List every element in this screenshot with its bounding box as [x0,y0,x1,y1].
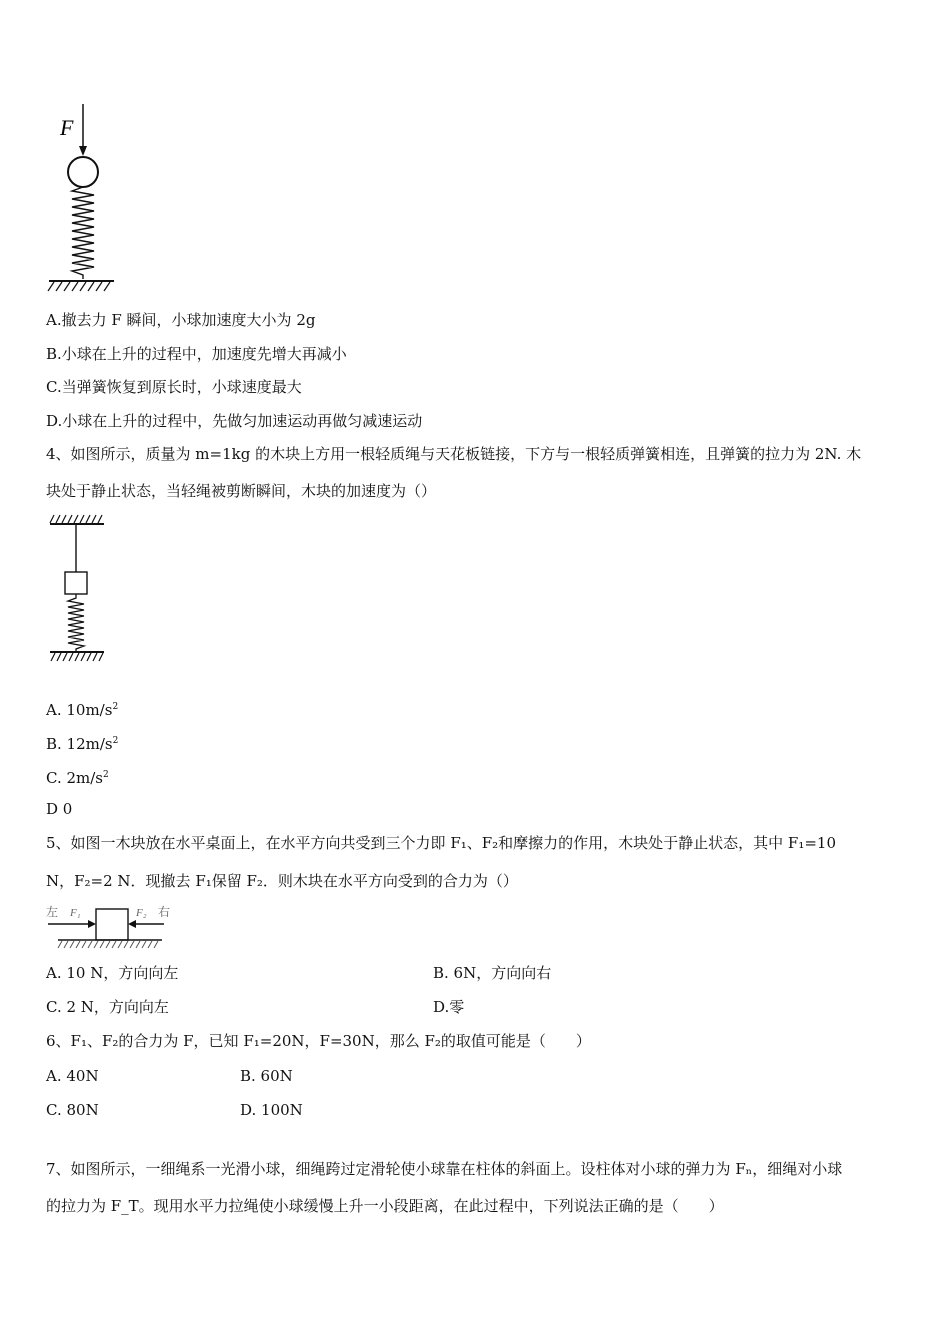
q4-option-c-exponent: 2 [103,770,109,780]
q5-option-a: A. 10 N，方向向左 [46,964,179,982]
q5-stem-line2: N，F₂=2 N．现撤去 F₁保留 F₂．则木块在水平方向受到的合力为（） [46,872,518,890]
left-label: 左 [46,905,59,919]
q4-option-b-text: B. 12m/s [46,735,113,753]
q6-option-c: C. 80N [46,1101,99,1119]
q3-option-b: B.小球在上升的过程中，加速度先增大再减小 [46,345,347,363]
f2-label: F₂ [136,907,147,919]
q5-stem-line1: 5、如图一木块放在水平桌面上，在水平方向共受到三个力即 F₁、F₂和摩擦力的作用，木块处于静止状态，其中 F₁=10 [46,834,837,852]
q4-stem-line1: 4、如图所示，质量为 m=1kg 的木块上方用一根轻质绳与天花板链接，下方与一根轻质弹簧相连，且弹簧的拉力为 2N. 木 [46,445,862,463]
force-label: F [60,115,74,140]
q4-option-a-exponent: 2 [112,702,119,712]
q4-option-d [46,799,72,819]
block-forces-figure [44,900,176,956]
q4-option-b [46,731,118,754]
ball-spring-figure [44,100,124,295]
q3-option-c: C.当弹簧恢复到原长时，小球速度最大 [46,378,302,396]
q4-option-a [46,697,118,720]
q4-option-d-text: D 0 [46,800,73,818]
block-rope-spring-figure [46,514,108,664]
q6-stem-line1: 6、F₁、F₂的合力为 F，已知 F₁=20N，F=30N，那么 F₂的取值可能是（ ） [46,1032,591,1050]
q4-option-a-text: A. 10m/s [46,701,113,719]
right-label: 右 [158,905,171,919]
q3-option-d: D.小球在上升的过程中，先做匀加速运动再做匀减速运动 [46,412,423,430]
q4-option-b-exponent: 2 [112,736,119,746]
q7-stem-line2: 的拉力为 F_T。现用水平力拉绳使小球缓慢上升一小段距离，在此过程中，下列说法正确的是（ ） [46,1197,724,1215]
q6-option-b: B. 60N [240,1067,293,1085]
q5-option-c: C. 2 N，方向向左 [46,998,169,1016]
q3-option-a: A.撤去力 F 瞬间，小球加速度大小为 2g [46,311,316,329]
q6-option-d: D. 100N [240,1101,303,1119]
q7-stem-line1: 7、如图所示，一细绳系一光滑小球，细绳跨过定滑轮使小球靠在柱体的斜面上。设柱体对小球的弹力为 Fₙ，细绳对小球 [46,1160,843,1178]
q5-option-d: D.零 [433,998,465,1016]
f1-label: F₁ [70,907,81,919]
q5-option-b: B. 6N，方向向右 [433,964,552,982]
q6-option-a: A. 40N [46,1067,99,1085]
q4-option-c [46,765,109,788]
q4-stem-line2: 块处于静止状态，当轻绳被剪断瞬间，木块的加速度为（） [46,482,437,500]
q4-option-c-text: C. 2m/s [46,769,103,787]
